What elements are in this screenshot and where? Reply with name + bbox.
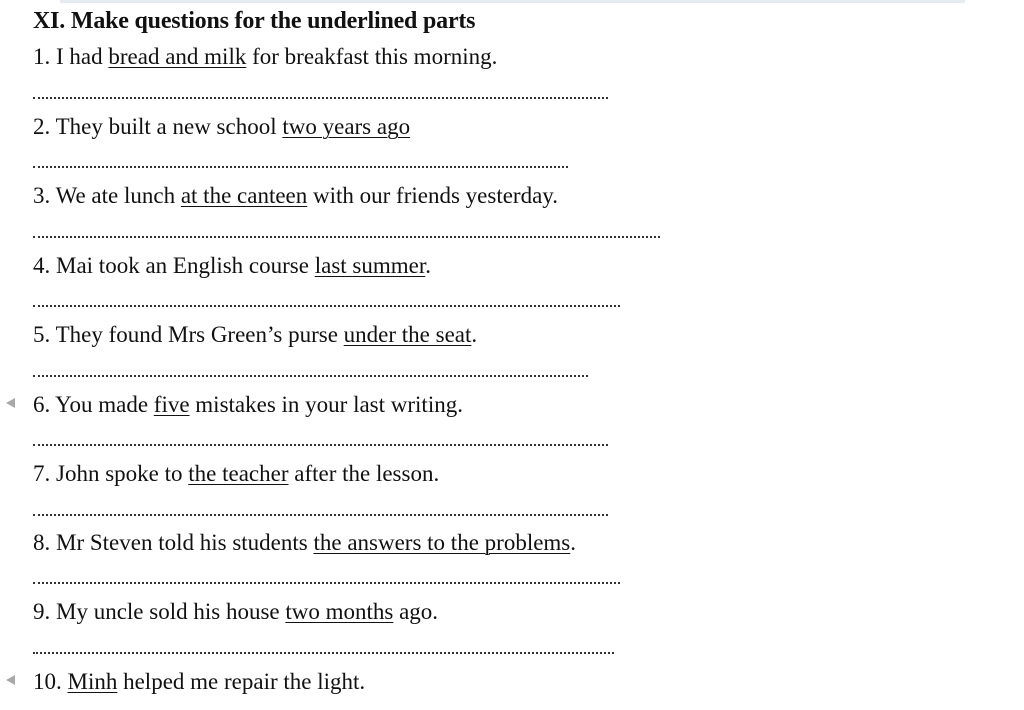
answer-line-6[interactable] xyxy=(33,442,608,446)
question-item-10 xyxy=(33,669,365,695)
item-text: with our friends yesterday. xyxy=(313,183,559,208)
question-item-2 xyxy=(33,114,410,140)
item-number: 7. xyxy=(33,461,51,486)
underlined-part: the teacher xyxy=(188,461,289,486)
item-text: ago. xyxy=(399,599,439,624)
item-text: mistakes in your last writing. xyxy=(195,392,463,417)
item-number: 8. xyxy=(33,530,51,555)
answer-line-5[interactable] xyxy=(33,373,588,377)
item-text: We ate lunch xyxy=(55,183,176,208)
question-item-8 xyxy=(33,530,576,556)
underlined-part: five xyxy=(153,392,190,417)
question-item-4 xyxy=(33,253,431,279)
item-text: for breakfast this morning. xyxy=(252,44,498,69)
answer-line-3[interactable] xyxy=(33,234,660,238)
item-text: You made xyxy=(55,392,149,417)
underlined-part: two months xyxy=(285,599,394,624)
item-text: . xyxy=(471,322,478,347)
answer-line-4[interactable] xyxy=(33,303,620,307)
item-text: I had xyxy=(56,44,103,69)
underlined-part: last summer xyxy=(314,253,426,278)
underlined-part: at the canteen xyxy=(180,183,308,208)
underlined-part: the answers to the problems xyxy=(313,530,571,555)
answer-line-8[interactable] xyxy=(33,580,620,584)
question-item-6 xyxy=(33,392,463,418)
exercise-heading: XI. Make questions for the underlined parts xyxy=(33,8,476,34)
question-item-9 xyxy=(33,599,438,625)
item-text: They built a new school xyxy=(55,114,277,139)
question-item-3 xyxy=(33,183,558,209)
question-item-1 xyxy=(33,44,497,70)
underlined-part: bread and milk xyxy=(108,44,247,69)
answer-line-9[interactable] xyxy=(33,650,614,654)
item-number: 4. xyxy=(33,253,51,278)
item-number: 2. xyxy=(33,114,51,139)
top-rule xyxy=(60,0,965,3)
item-text: John spoke to xyxy=(56,461,183,486)
item-number: 3. xyxy=(33,183,51,208)
item-number: 6. xyxy=(33,392,51,417)
underlined-part: under the seat xyxy=(343,322,472,347)
item-number: 10. xyxy=(33,669,62,694)
item-text: . xyxy=(570,530,577,555)
item-text: after the lesson. xyxy=(294,461,440,486)
item-number: 9. xyxy=(33,599,51,624)
item-text: My uncle sold his house xyxy=(56,599,280,624)
collapse-marker-icon xyxy=(6,675,15,685)
underlined-part: Minh xyxy=(67,669,118,694)
item-number: 5. xyxy=(33,322,51,347)
item-text: Mai took an English course xyxy=(56,253,309,278)
answer-line-7[interactable] xyxy=(33,512,608,516)
item-text: . xyxy=(425,253,431,278)
item-text: Mr Steven told his students xyxy=(56,530,308,555)
answer-line-1[interactable] xyxy=(33,95,608,99)
question-item-5 xyxy=(33,322,477,348)
underlined-part: two years ago xyxy=(282,114,411,139)
question-item-7 xyxy=(33,461,439,487)
item-number: 1. xyxy=(33,44,51,69)
collapse-marker-icon xyxy=(6,398,15,408)
item-text: They found Mrs Green’s purse xyxy=(55,322,338,347)
item-text: helped me repair the light. xyxy=(123,669,366,694)
answer-line-2[interactable] xyxy=(33,164,568,168)
